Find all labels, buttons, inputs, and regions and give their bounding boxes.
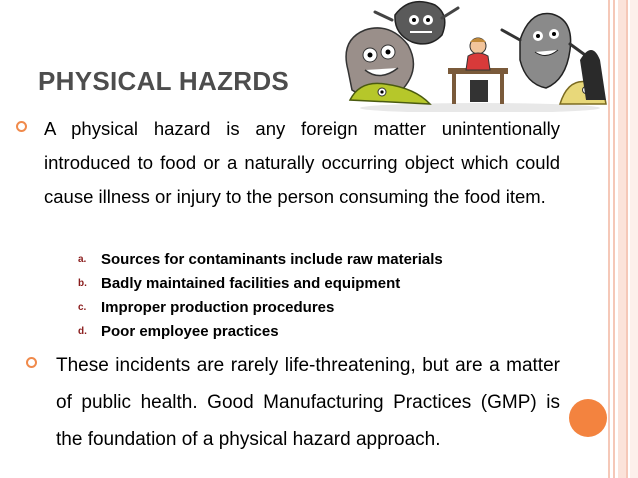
decor-stripe	[613, 0, 615, 478]
ring-bullet-icon	[16, 121, 27, 132]
orange-circle-decoration	[569, 399, 607, 437]
list-letter: a.	[78, 253, 87, 265]
list-item	[78, 271, 443, 295]
germ-monsters-illustration	[330, 0, 610, 112]
list-letter: b.	[78, 277, 87, 289]
list-letter: c.	[78, 301, 87, 313]
list-item	[78, 319, 443, 343]
slide-title: PHYSICAL HAZRDS	[38, 66, 290, 96]
contaminant-source-list	[78, 247, 443, 343]
list-text: Poor employee practices	[101, 322, 279, 340]
ring-bullet-icon	[26, 357, 37, 368]
list-text: Badly maintained facilities and equipment	[101, 274, 401, 292]
list-item	[78, 247, 443, 271]
bullet-text-public-health: These incidents are rarely life-threatening, but are a matter of public health. Good Manufacturing Practices (GMP) is the foundation of a physical hazard approach.	[56, 355, 560, 450]
list-text: Improper production procedures	[101, 298, 335, 316]
decor-stripe	[618, 0, 626, 478]
decor-stripe	[630, 0, 638, 478]
list-letter: d.	[78, 325, 87, 337]
bullet-text-physical-hazard: A physical hazard is any foreign matter unintentionally introduced to food or a naturally occurring object which could cause illness or injury to the person consuming the food item.	[44, 118, 560, 207]
list-item	[78, 295, 443, 319]
decor-stripe	[626, 0, 628, 478]
list-text: Sources for contaminants include raw materials	[101, 250, 443, 268]
